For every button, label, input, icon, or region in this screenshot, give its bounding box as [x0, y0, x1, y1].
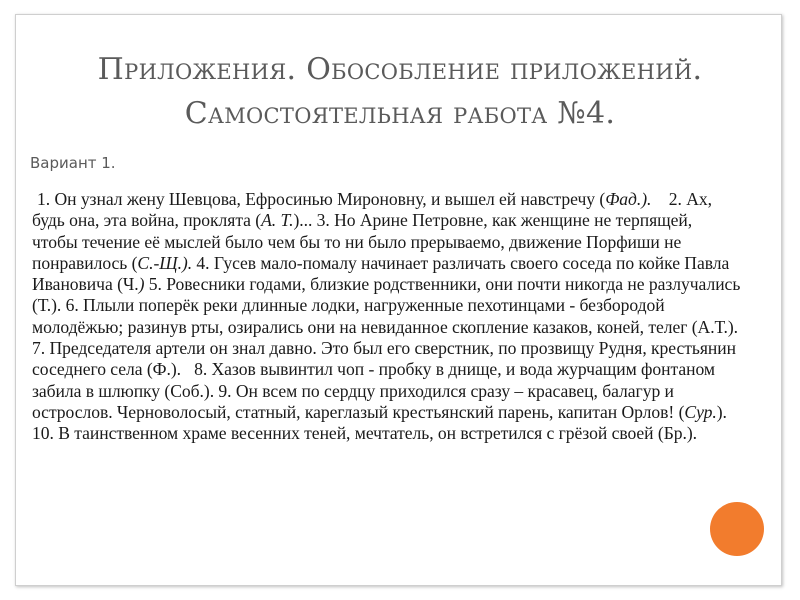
- orange-circle-decoration: [710, 502, 764, 556]
- variant-label: Вариант 1.: [30, 154, 116, 172]
- text-source: Сур.: [684, 401, 717, 422]
- text-line: [32, 274, 767, 295]
- text-line: [32, 189, 767, 210]
- text-source: Фад.).: [605, 189, 652, 209]
- text-line: чтобы течение её мыслей было чем бы то ни было прерываемо, движение Порфиши не: [32, 231, 682, 252]
- text-span: 2. Ах,: [651, 189, 712, 209]
- text-line: соседнего села (Ф.). 8. Хазов вывинтил чоп - пробку в днище, и вода журчащим фонтаном: [32, 359, 715, 380]
- title-line-1: Приложения. Обособление приложений.: [97, 52, 703, 87]
- text-span: 1. Он узнал жену Шевцова, Ефросинью Мироновну, и вышел ей навстречу (: [37, 189, 606, 209]
- text-span: будь она, эта война, проклята (: [32, 210, 262, 231]
- text-span: ).: [716, 401, 727, 422]
- text-span: Ивановича (Ч.: [32, 274, 139, 295]
- text-span: )... 3. Но Арине Петровне, как женщине не терпящей,: [293, 210, 693, 231]
- text-span: понравилось (: [32, 252, 138, 273]
- text-span: 5. Ровесники годами, близкие родственники, они почти никогда не разлучались: [144, 274, 741, 295]
- text-source: С.-Щ.).: [137, 252, 193, 273]
- text-source: ): [138, 274, 145, 295]
- text-line: молодёжью; разинув рты, озирались они на невиданное скопление казаков, коней, телег (А.Т.).: [32, 316, 739, 337]
- exercise-text: [32, 189, 767, 445]
- text-span: острослов. Черноволосый, статный, кареглазый крестьянский парень, капитан Орлов! (: [32, 401, 685, 422]
- text-line: забила в шлюпку (Соб.). 9. Он всем по сердцу приходился сразу – красавец, балагур и: [32, 380, 674, 401]
- text-source: А. Т.: [261, 210, 294, 231]
- slide-title: [60, 48, 740, 136]
- text-line: [32, 210, 767, 231]
- title-line-2: Самостоятельная работа №4.: [184, 96, 616, 131]
- text-line: 10. В таинственном храме весенних теней, мечтатель, он встретился с грёзой своей (Бр.).: [32, 423, 698, 444]
- text-span: 4. Гусев мало-помалу начинает различать своего соседа по койке Павла: [192, 252, 730, 273]
- text-line: (Т.). 6. Плыли поперёк реки длинные лодки, нагруженные пехотинцами - безбородой: [32, 295, 665, 316]
- text-line: [32, 253, 767, 274]
- text-line: 7. Председателя артели он знал давно. Это был его сверстник, по прозвищу Рудня, крестьянин: [32, 338, 736, 359]
- text-line: [32, 402, 767, 423]
